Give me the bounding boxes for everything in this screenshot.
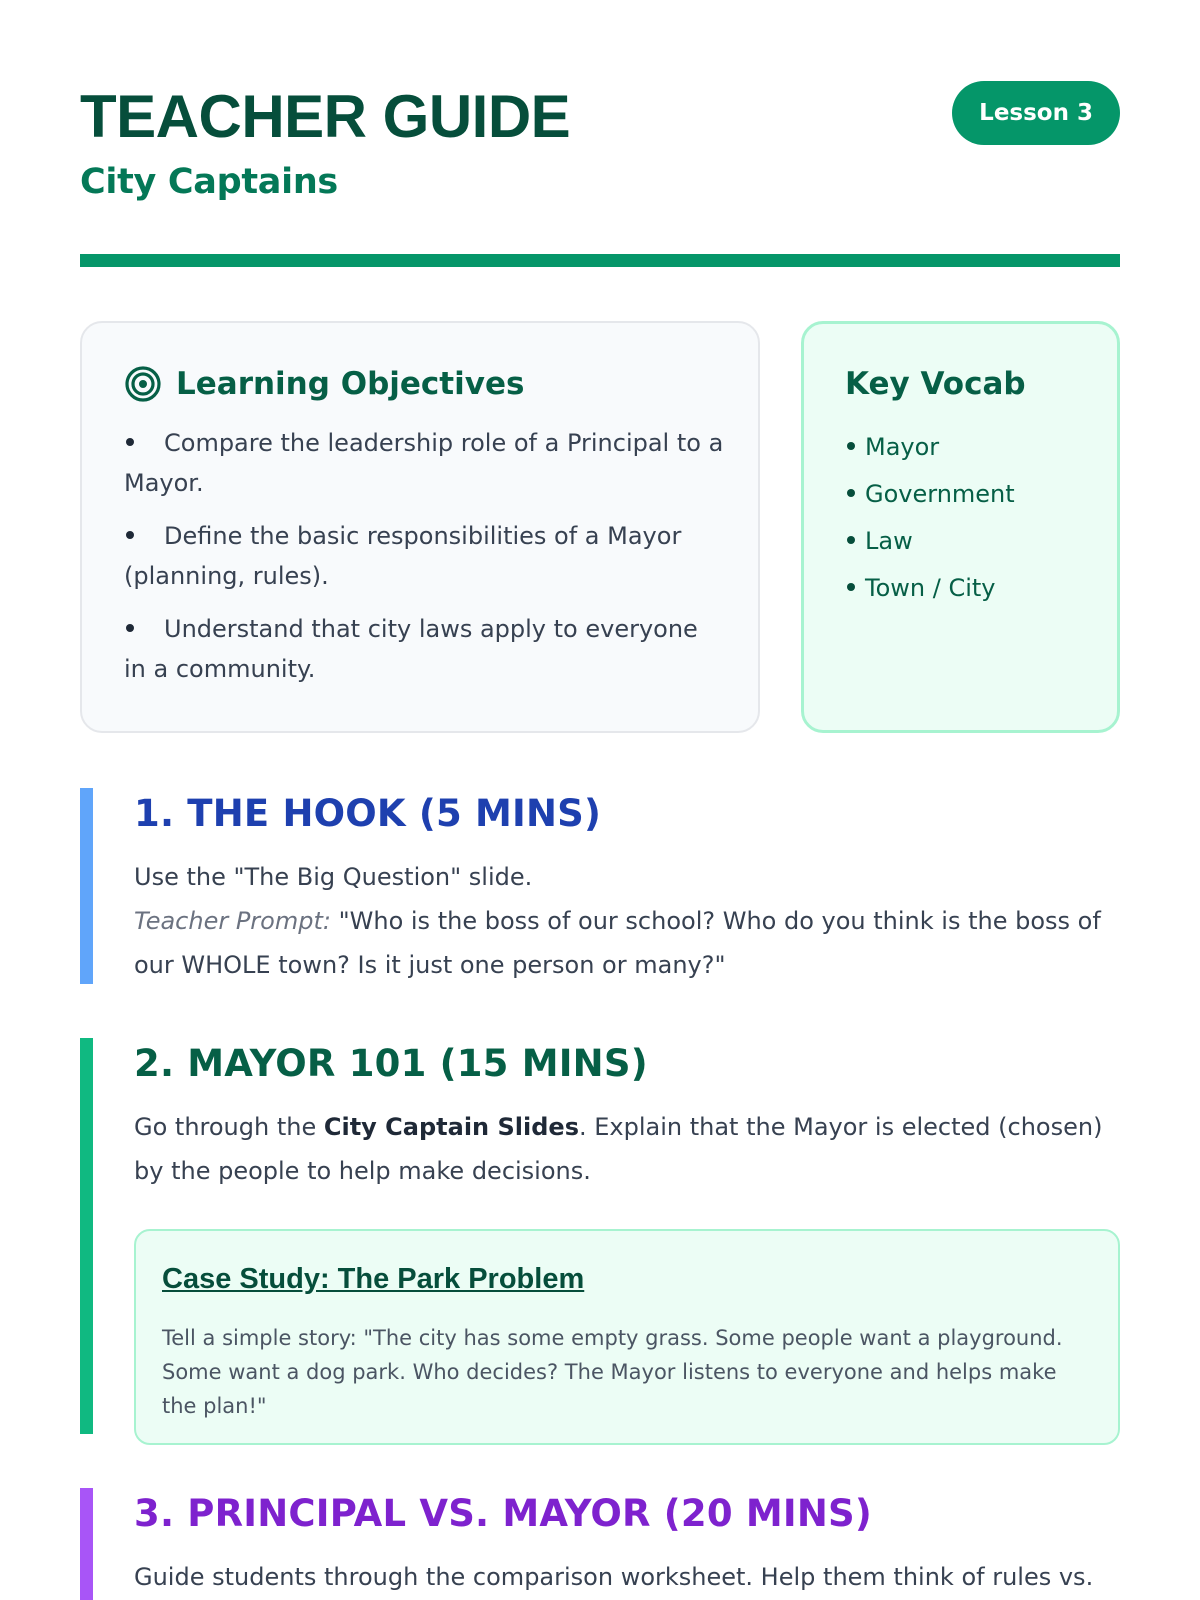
list-item: Town / City	[845, 565, 1015, 612]
section-principal-vs-mayor	[80, 1488, 1120, 1600]
bullet	[126, 531, 134, 539]
key-vocab-card	[801, 321, 1120, 733]
section-hook	[80, 788, 1120, 984]
section-accent-bar	[80, 1038, 93, 1434]
section-body: Go through the City Captain Slides. Explain that the Mayor is elected (chosen) by the people to help make decisions.	[134, 1113, 1103, 1185]
case-study-text: Tell a simple story: "The city has some empty grass. Some people want a playground. Some want a dog park. Who decides? The Mayor listens to everyone and helps make the plan!"	[162, 1326, 1063, 1418]
list-item: Government	[845, 471, 1015, 518]
header-divider	[80, 254, 1120, 267]
section-body: Use the "The Big Question" slide. Teacher Prompt: "Who is the boss of our school? Who do you think is the boss of our WHOLE town? Is it just one person or many?"	[134, 863, 1101, 979]
section-title: 1. THE HOOK (5 MINS)	[134, 792, 602, 835]
page-title: TEACHER GUIDE	[80, 83, 571, 150]
teacher-guide-page	[80, 0, 1120, 1600]
list-item: Compare the leadership role of a Principal to a Mayor.	[124, 429, 724, 497]
lesson-badge: Lesson 3	[952, 81, 1120, 145]
section-accent-bar	[80, 788, 93, 984]
bullet	[847, 489, 855, 497]
bullet	[847, 442, 855, 450]
section-title: 2. MAYOR 101 (15 MINS)	[134, 1042, 648, 1085]
list-item: Law	[845, 518, 1015, 565]
list-item: Define the basic responsibilities of a Mayor (planning, rules).	[124, 522, 682, 590]
list-item: Mayor	[845, 424, 1015, 471]
page-header	[80, 78, 1120, 268]
objectives-title: Learning Objectives	[176, 366, 525, 402]
page-subtitle: City Captains	[80, 162, 338, 202]
target-icon	[124, 365, 162, 403]
section-mayor-101	[80, 1038, 1120, 1434]
vocab-list	[845, 424, 1015, 612]
case-study-box	[134, 1229, 1120, 1445]
list-item: Understand that city laws apply to everyone in a community.	[124, 615, 698, 683]
bullet	[126, 624, 134, 632]
section-title: 3. PRINCIPAL VS. MAYOR (20 MINS)	[134, 1492, 872, 1535]
bullet	[847, 536, 855, 544]
section-accent-bar	[80, 1488, 93, 1600]
teacher-prompt-text: "Who is the boss of our school? Who do you think is the boss of our WHOLE town? Is it just one person or many?"	[134, 907, 1101, 979]
case-study-title: Case Study: The Park Problem	[162, 1263, 585, 1295]
teacher-prompt-label: Teacher Prompt:	[134, 907, 331, 935]
section-body: Guide students through the comparison worksheet. Help them think of rules vs.	[134, 1563, 1094, 1591]
learning-objectives-card	[80, 321, 760, 733]
objectives-list	[124, 423, 724, 702]
bullet	[126, 438, 134, 446]
objectives-heading	[124, 365, 524, 403]
vocab-title: Key Vocab	[845, 366, 1026, 402]
bullet	[847, 583, 855, 591]
